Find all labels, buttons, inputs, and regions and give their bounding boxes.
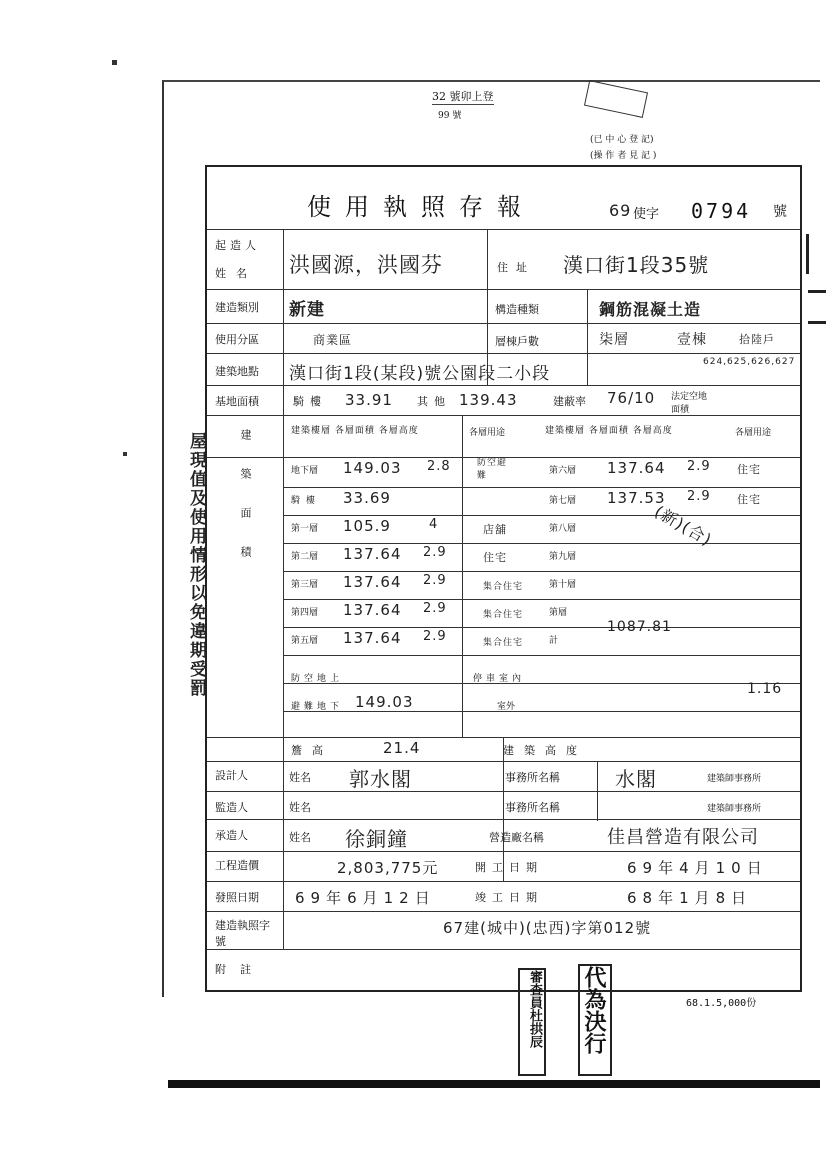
issue-date-value: 69年6月12日 — [295, 889, 436, 907]
number-suffix: 號 — [773, 204, 787, 220]
total-label: 計 — [549, 636, 579, 646]
shelter-basement-area: 149.03 — [355, 693, 414, 711]
floor-6-use: 住宅 — [737, 463, 761, 476]
legal-open-space-label: 法定空地面積 — [671, 392, 708, 415]
issue-date-label: 發照日期 — [215, 891, 259, 904]
floor-b1-height: 2.8 — [427, 459, 451, 474]
corner-stamp-2: (操 作 者 見 記 ) — [590, 151, 657, 161]
floor-col-headers-left — [291, 423, 461, 436]
floor-2-label: 第二層 — [291, 552, 319, 562]
eave-height-label: 簷高 — [291, 744, 333, 757]
floor-5-area: 137.64 — [343, 629, 402, 647]
building-type-value: 新建 — [289, 300, 325, 320]
margin-dot — [123, 452, 127, 456]
other-label: 其他 — [417, 395, 451, 408]
company-name-label: 營造廠名稱 — [489, 831, 544, 844]
floor-arcade-area: 33.69 — [343, 489, 391, 507]
mech-height: 1.16 — [747, 681, 783, 697]
license-value: 67建(城中)(忠西)字第012號 — [443, 919, 652, 937]
use-zone-value: 商業區 — [313, 333, 353, 347]
floor-4-height: 2.9 — [423, 601, 447, 616]
supervisor-label: 監造人 — [215, 801, 248, 814]
floor-10-label: 第十層 — [549, 580, 577, 590]
col-floor: 建築樓層 — [291, 426, 332, 436]
site-location-label: 建築地點 — [215, 365, 259, 378]
floor-4-area: 137.64 — [343, 601, 402, 619]
start-date-label: 開工日期 — [475, 861, 543, 874]
col-use-right: 各層用途 — [735, 428, 772, 438]
building-type-label: 建造類別 — [215, 301, 259, 314]
floor-1-use: 店舖 — [483, 523, 507, 536]
households-value: 拾陸戶 — [739, 333, 775, 346]
other-area: 139.43 — [459, 391, 518, 409]
top-stamp: 32 號卯上登 — [432, 90, 494, 103]
floor-1-area: 105.9 — [343, 517, 391, 535]
circle-stamp: (新)(合) — [651, 501, 716, 550]
edge-mark — [808, 290, 826, 324]
col-area: 各層面積 — [334, 426, 375, 436]
margin-dot — [112, 60, 117, 65]
floor-2-height: 2.9 — [423, 545, 447, 560]
floor-3-label: 第三層 — [291, 580, 319, 590]
floor-5-label: 第五層 — [291, 636, 319, 646]
floor-arcade-label: 騎樓 — [291, 496, 322, 506]
floor-7-label: 第七層 — [549, 496, 577, 506]
completion-date-label: 竣工日期 — [475, 891, 543, 904]
floor-1-label: 第一層 — [291, 524, 319, 534]
floor-7-use: 住宅 — [737, 493, 761, 506]
floor-4-use: 集合住宅 — [483, 610, 524, 620]
address-label: 住址 — [497, 261, 535, 274]
builder-label: 起造人 — [215, 239, 260, 252]
floor-4-label: 第四層 — [291, 608, 319, 618]
structure-type-value: 鋼筋混凝土造 — [599, 300, 702, 319]
floor-b1-use: 防空避難 — [477, 458, 508, 481]
floor-3-height: 2.9 — [423, 573, 447, 588]
form-title: 使用執照存報 — [307, 193, 535, 221]
license-number-label: 建造執照字號 — [215, 919, 270, 948]
edge-mark — [806, 234, 829, 274]
arcade-area: 33.91 — [345, 391, 393, 409]
firm-name-label: 事務所名稱 — [505, 771, 560, 784]
designer-firm: 水閣 — [615, 767, 657, 791]
corner-stamp-1: (已 中 心 登 記) — [590, 135, 654, 145]
designer-name-label: 姓名 — [289, 771, 311, 784]
floors-value: 柒層 — [599, 332, 629, 348]
basement-label: 避難地下 — [291, 702, 344, 712]
building-height-label: 建築高度 — [503, 744, 587, 757]
designer-label: 設計人 — [215, 769, 248, 782]
remarks-label: 附註 — [215, 963, 265, 976]
coverage-label: 建蔽率 — [553, 395, 586, 408]
number-prefix: 69 — [609, 201, 632, 220]
floor-2-use: 住宅 — [483, 551, 507, 564]
address-value: 漢口街1段35號 — [563, 253, 710, 277]
coverage-value: 76/10 — [607, 389, 656, 407]
completion-date-value: 68年1月8日 — [627, 889, 753, 907]
building-area-header: 建築面積 — [239, 429, 252, 585]
contractor-name: 徐銅鐘 — [345, 827, 408, 851]
contractor-label: 承造人 — [215, 829, 248, 842]
shelter-label: 防空地上 — [291, 674, 344, 684]
lot-number-value: 624,625,626,627 — [703, 357, 796, 367]
floor-3-area: 137.64 — [343, 573, 402, 591]
decision-stamp: 代為決行 — [578, 964, 612, 1076]
floor-b1-label: 地下層 — [291, 466, 319, 476]
floor-5-height: 2.9 — [423, 629, 447, 644]
floor-2-area: 137.64 — [343, 545, 402, 563]
number-word: 使字 — [633, 207, 660, 222]
buildings-value: 壹棟 — [677, 332, 707, 348]
start-date-value: 69年4月10日 — [627, 859, 768, 877]
project-cost-value: 2,803,775元 — [337, 859, 439, 877]
bottom-scan-bar — [168, 1080, 820, 1088]
supervisor-firm-label: 事務所名稱 — [505, 801, 560, 814]
floor-n-label: 第層 — [549, 608, 568, 618]
floor-col-headers-right — [545, 423, 745, 436]
builder-names: 洪國源，洪國芬 — [289, 253, 443, 277]
floor-1-height: 4 — [429, 517, 439, 532]
floors-units-label: 層棟戶數 — [495, 335, 539, 348]
designer-name: 郭水閣 — [349, 767, 412, 791]
floor-3-use: 集合住宅 — [483, 582, 524, 592]
col-area-right: 各層面積 — [588, 426, 629, 436]
reviewer-stamp: 審查員杜拱辰 — [518, 968, 546, 1076]
col-use-left: 各層用途 — [469, 428, 506, 438]
use-zone-label: 使用分區 — [215, 333, 259, 346]
contractor-name-label: 姓名 — [289, 831, 311, 844]
project-cost-label: 工程造價 — [215, 859, 259, 872]
floor-6-height: 2.9 — [687, 459, 711, 474]
name-label: 姓名 — [215, 267, 257, 280]
contractor-company: 佳昌營造有限公司 — [607, 827, 759, 848]
license-number: 0794 — [691, 199, 752, 223]
floor-8-label: 第八層 — [549, 524, 577, 534]
parking-label: 停車室內 — [473, 674, 526, 684]
floor-9-label: 第九層 — [549, 552, 577, 562]
eave-height-value: 21.4 — [383, 739, 421, 757]
floor-7-area: 137.53 — [607, 489, 666, 507]
supervisor-name-label: 姓名 — [289, 801, 311, 814]
col-floor-right: 建築樓層 — [545, 426, 586, 436]
supervisor-firm-reg-label: 建築師事務所 — [707, 804, 762, 814]
site-location-value: 漢口街1段(某段)號公園段二小段 — [289, 364, 551, 384]
margin-note: 屋現值及使用情形以免違期受罰 — [186, 432, 206, 698]
print-run: 68.1.5,000份 — [686, 998, 757, 1009]
arcade-label: 騎樓 — [293, 395, 327, 408]
col-height: 各層高度 — [378, 426, 419, 436]
floor-6-area: 137.64 — [607, 459, 666, 477]
firm-reg-label: 建築師事務所 — [707, 774, 762, 784]
license-form — [205, 165, 802, 992]
col-height-right: 各層高度 — [632, 426, 673, 436]
site-area-label: 基地面積 — [215, 395, 259, 408]
floor-7-height: 2.9 — [687, 489, 711, 504]
parking-out-label: 室外 — [497, 702, 516, 712]
floor-b1-area: 149.03 — [343, 459, 402, 477]
floor-6-label: 第六層 — [549, 466, 577, 476]
top-stamp-sub: 99 號 — [438, 111, 462, 121]
structure-type-label: 構造種類 — [495, 303, 539, 316]
floor-5-use: 集合住宅 — [483, 638, 524, 648]
total-area: 1087.81 — [607, 619, 672, 635]
